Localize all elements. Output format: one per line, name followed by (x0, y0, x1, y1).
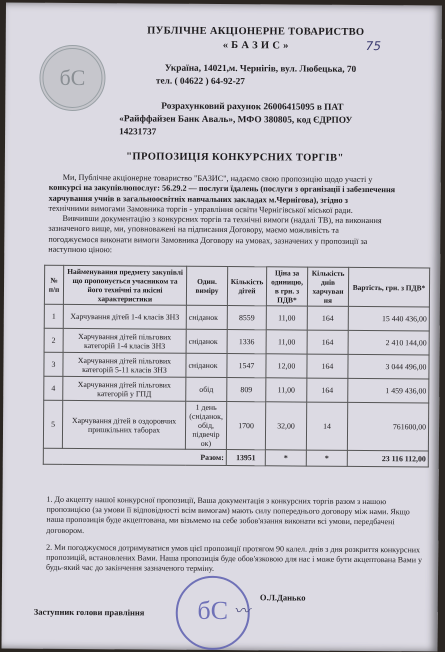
col-header-number: № п/п (44, 265, 63, 304)
bank-account-line1: Розрахунковий рахунок 26006415095 в ПАТ (161, 101, 344, 113)
handwritten-signature: 〰︎ (233, 601, 250, 621)
company-stamp: бС (175, 576, 250, 651)
table-total-row (43, 448, 428, 467)
cell-item: Харчування дітей 1-4 класів ЗНЗ (63, 304, 186, 329)
cell-item: Харчування дітей в оздоровчих пришкільних таборах (62, 400, 185, 449)
document-page (1, 2, 441, 651)
cell-children: 1700 (226, 402, 265, 450)
company-address: Україна, 14021,м. Чернігів, вул. Любецька, 70 (164, 63, 357, 75)
cell-children: 1547 (227, 354, 266, 378)
total-star: * (265, 450, 306, 466)
cell-children: 1336 (227, 330, 266, 354)
intro-text (48, 173, 431, 258)
cell-unit: обід (186, 377, 227, 401)
table-row (43, 400, 428, 451)
company-name: ПУБЛІЧНЕ АКЦІОНЕРНЕ ТОВАРИСТВО (147, 25, 365, 38)
table-row (44, 376, 429, 403)
cell-unit: сніданок (186, 305, 227, 329)
bank-account-line2: «Райффайзен Банк Аваль», МФО 380805, код ЄДРПОУ (119, 114, 353, 126)
col-header-total: Вартість, грн. з ПДВ* (348, 267, 429, 307)
intro-line: конкурсі на закупівлюпослуг: 56.29.2 — послуги їдалень (послуги з організації і забезпечення (48, 183, 396, 195)
company-name-quoted: « Б А З И С » (222, 39, 289, 52)
cell-days: 164 (307, 306, 348, 330)
cell-total: 3 044 496,00 (348, 354, 429, 379)
col-header-item: Найменування предмету закупівлі що пропонується учасником та його технічні та якісні характеристики (63, 265, 186, 305)
total-label: Разом: (43, 448, 226, 465)
intro-line: харчування учнів в загальноосвітніх навчальних закладах м.Чернігова), згідно з (48, 193, 348, 205)
total-star: * (306, 450, 347, 466)
signatory-name: О.Л.Данько (259, 592, 306, 603)
cell-total: 1 459 436,00 (348, 378, 429, 403)
table-row (44, 304, 429, 331)
intro-line: зазначеного вище, ми, уповноважені на підписання Договору, маємо можливість та (48, 224, 339, 236)
table-row (44, 328, 429, 355)
total-sum: 23 116 112,00 (347, 450, 428, 467)
cell-number: 2 (44, 328, 63, 352)
cell-price: 12,00 (266, 354, 307, 378)
intro-line: Ми, Публічне акціонерне товариство "БАЗИС", надаємо свою пропозицію щодо участі у (62, 172, 373, 185)
price-table (43, 265, 430, 468)
col-header-price: Ціна за одиницю, в грн. з ПДВ* (266, 267, 307, 306)
cell-number: 3 (44, 352, 63, 376)
cell-price: 11,00 (266, 330, 307, 354)
note-1: 1. До акцепту нашої конкурсної пропозиції, Ваша документація з конкурсних торгів разом з нашою пропозицією (за умови її відповідності всім вимогам) мають силу попереднього договору між нами. Якщо наша пропозиція буде акцептована, ми візьмемо на себе зобов'язання виконати всі умови, передбачені договором. (46, 494, 410, 535)
col-header-days: Кількість днів харчуван ня (307, 267, 348, 306)
cell-number: 4 (44, 376, 63, 400)
table-header-row (44, 265, 429, 307)
cell-unit: сніданок (186, 353, 227, 377)
company-logo: бС (39, 45, 105, 111)
cell-price: 11,00 (266, 378, 307, 402)
note-2: 2. Ми погоджуємося дотримуватися умов цієї пропозиції протягом 90 калел. днів з дня розкриття конкурсних пропозицій, встановлених Вами. Наша пропозиція буде обов'язковою для нас і може бути акцептована Вами у будь-який час до закінчення зазначеного терміну. (46, 542, 423, 574)
col-header-unit: Один. виміру (186, 266, 227, 305)
cell-days: 164 (307, 354, 348, 378)
cell-item: Харчування дітей пільгових категорій 5-11 класів ЗНЗ (63, 352, 186, 377)
signatory-role: Заступник голови правління (33, 606, 145, 618)
cell-children: 8559 (227, 306, 266, 330)
cell-unit: 1 день (сніданок, обід, підвечір ок) (185, 401, 226, 449)
cell-total: 15 440 436,00 (348, 306, 429, 331)
cell-price: 11,00 (266, 306, 307, 330)
bank-account-line3: 14231737 (119, 127, 157, 138)
col-header-children: Кількість дітей (227, 267, 266, 306)
cell-item: Харчування дітей пільгових категорій 1-4 класів ЗНЗ (63, 328, 186, 353)
cell-item: Харчування дітей пільгових категорій у ГПД (63, 376, 186, 401)
intro-line: погоджуємося виконати вимоги Замовника Договору на умовах, зазначених у пропозиції за (48, 234, 368, 246)
cell-price: 32,00 (265, 402, 306, 450)
intro-line: Вивчивши документацію з конкурсних торгів та технічні вимоги (надалі ТВ), на виконання (62, 214, 382, 226)
cell-days: 164 (307, 330, 348, 354)
cell-children: 809 (227, 378, 266, 402)
table-row (44, 352, 429, 379)
cell-days: 14 (306, 402, 347, 450)
document-title: "ПРОПОЗИЦІЯ КОНКУРСНИХ ТОРГІВ" (126, 151, 344, 164)
total-children: 13951 (226, 450, 265, 466)
cell-unit: сніданок (186, 329, 227, 353)
intro-line: наступною ціною: (48, 244, 113, 255)
intro-line: технічними вимогами Замовника торгів - управління освіти Чернігівської міської ради. (48, 203, 353, 215)
cell-days: 164 (307, 378, 348, 402)
cell-number: 1 (44, 304, 63, 328)
cell-total: 761600,00 (347, 402, 428, 451)
handwritten-page-number: 75 (365, 38, 382, 54)
company-phone: тел. ( 04622 ) 64-92-27 (155, 76, 246, 88)
cell-total: 2 410 144,00 (348, 330, 429, 355)
cell-number: 5 (43, 400, 62, 448)
